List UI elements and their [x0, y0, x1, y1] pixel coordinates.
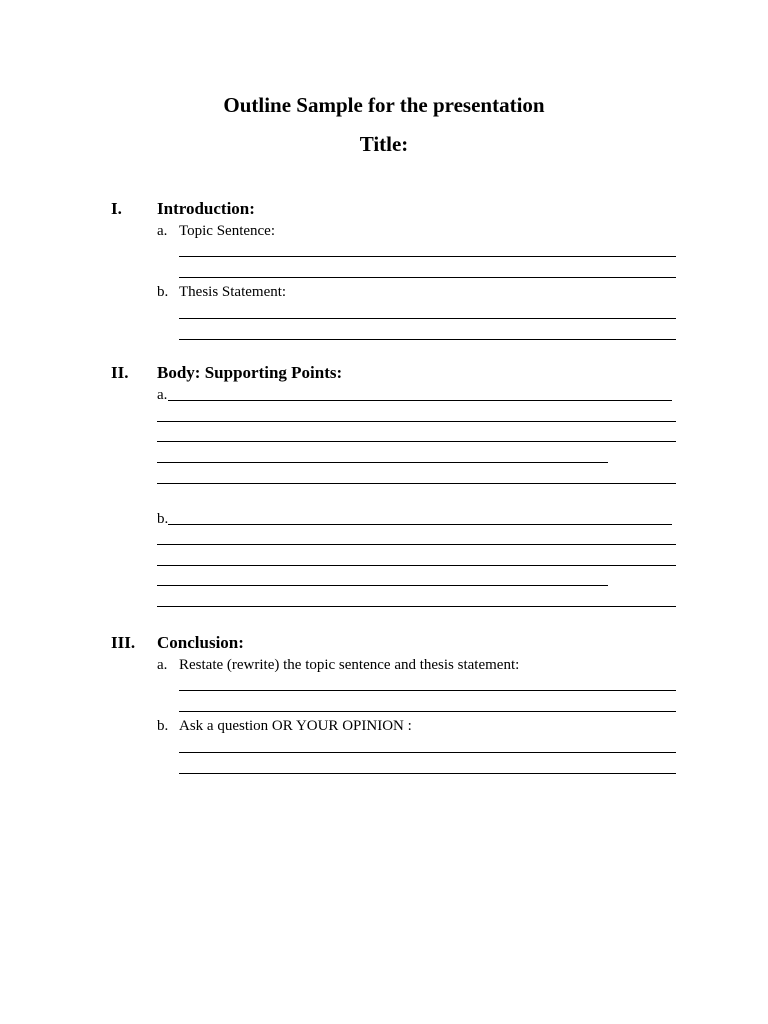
answer-line	[179, 773, 676, 774]
answer-line	[179, 277, 676, 278]
section-numeral: III.	[111, 633, 136, 652]
answer-line	[179, 339, 676, 340]
section-heading: Conclusion:	[157, 633, 244, 652]
section-numeral: I.	[111, 199, 122, 218]
answer-line	[157, 544, 676, 545]
item-marker: a.	[157, 657, 168, 673]
answer-line	[157, 565, 676, 566]
document-title: Outline Sample for the presentation	[223, 93, 545, 117]
answer-line	[157, 462, 608, 463]
section-heading: Body: Supporting Points:	[157, 363, 343, 382]
thesis-statement-label: Thesis Statement:	[179, 284, 287, 300]
answer-line	[179, 690, 676, 691]
question-opinion-label: Ask a question OR YOUR OPINION :	[179, 718, 412, 734]
answer-line	[179, 711, 676, 712]
answer-line	[179, 752, 676, 753]
section-numeral: II.	[111, 363, 129, 382]
answer-line	[168, 400, 672, 401]
answer-line	[157, 606, 676, 607]
answer-line	[157, 441, 676, 442]
restate-label: Restate (rewrite) the topic sentence and thesis statement:	[179, 657, 520, 673]
document-subtitle: Title:	[359, 132, 409, 156]
answer-line	[179, 256, 676, 257]
answer-line	[157, 585, 608, 586]
item-marker: a.	[157, 223, 168, 239]
answer-line	[157, 421, 676, 422]
section-heading: Introduction:	[157, 199, 255, 218]
item-marker: a.	[157, 387, 168, 403]
item-marker: b.	[157, 284, 169, 300]
topic-sentence-label: Topic Sentence:	[179, 223, 275, 239]
answer-line	[168, 524, 672, 525]
item-marker: b.	[157, 718, 169, 734]
item-marker: b.	[157, 511, 169, 527]
answer-line	[157, 483, 676, 484]
answer-line	[179, 318, 676, 319]
